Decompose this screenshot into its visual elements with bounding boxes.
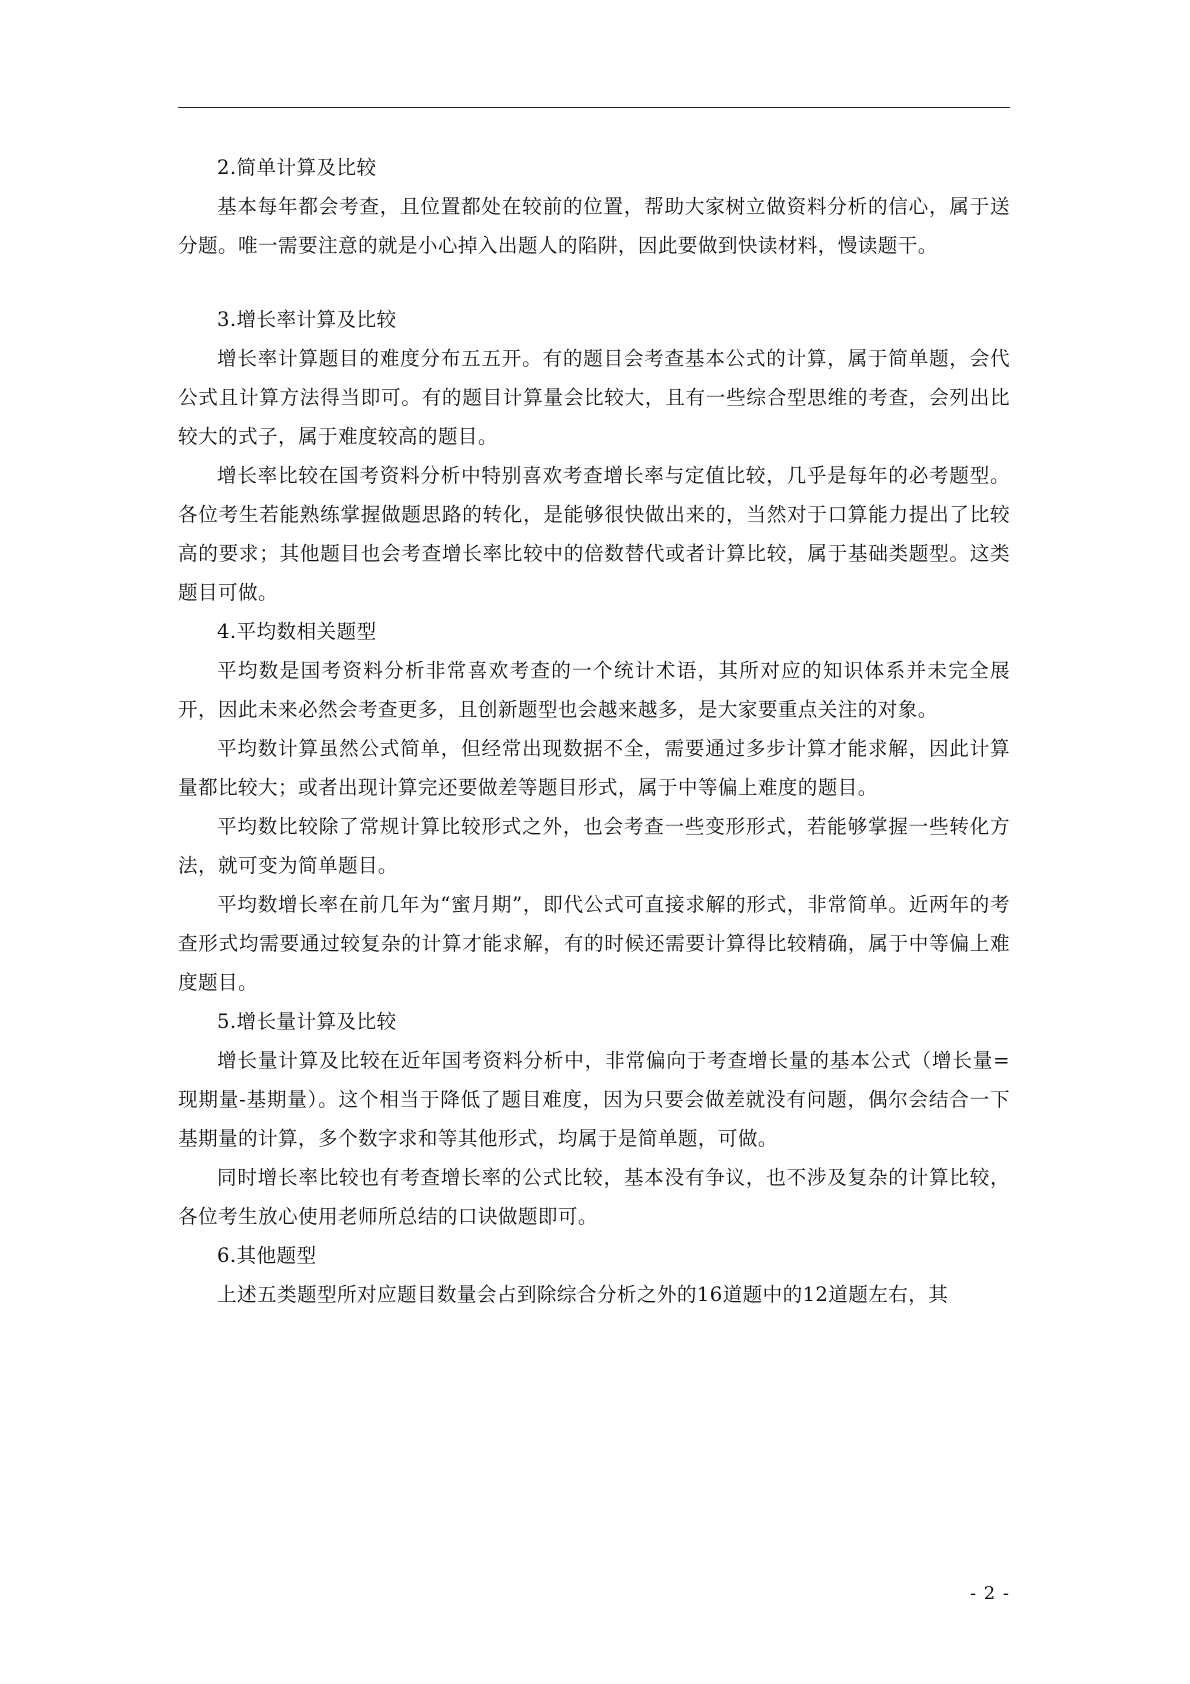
body-paragraph: 平均数比较除了常规计算比较形式之外，也会考查一些变形形式，若能够掌握一些转化方法，就可变为简单题目。 [178,815,1010,877]
body-paragraph: 同时增长率比较也有考查增长率的公式比较，基本没有争议，也不涉及复杂的计算比较，各位考生放心使用老师所总结的口诀做题即可。 [178,1166,1010,1228]
body-paragraph: 平均数增长率在前几年为“蜜月期”，即代公式可直接求解的形式，非常简单。近两年的考查形式均需要通过较复杂的计算才能求解，有的时候还需要计算得比较精确，属于中等偏上难度题目。 [178,893,1010,994]
body-paragraph: 增长率比较在国考资料分析中特别喜欢考查增长率与定值比较，几乎是每年的必考题型。各位考生若能熟练掌握做题思路的转化，是能够很快做出来的，当然对于口算能力提出了比较高的要求；其他题目也会考查增长率比较中的倍数替代或者计算比较，属于基础类题型。这类题目可做。 [178,464,1010,604]
body-paragraph: 上述五类题型所对应题目数量会占到除综合分析之外的16道题中的12道题左右，其 [217,1283,949,1306]
document-body [178,148,1010,1314]
section-heading: 4.平均数相关题型 [217,620,377,643]
body-paragraph: 平均数是国考资料分析非常喜欢考查的一个统计术语，其所对应的知识体系并未完全展开，因此未来必然会考查更多，且创新题型也会越来越多，是大家要重点关注的对象。 [178,659,1010,721]
body-paragraph: 增长量计算及比较在近年国考资料分析中，非常偏向于考查增长量的基本公式（增长量=现期量-基期量）。这个相当于降低了题目难度，因为只要会做差就没有问题，偶尔会结合一下基期量的计算，多个数字求和等其他形式，均属于是简单题，可做。 [178,1049,1010,1150]
section-heading: 3.增长率计算及比较 [217,308,397,331]
body-paragraph: 增长率计算题目的难度分布五五开。有的题目会考查基本公式的计算，属于简单题，会代公式且计算方法得当即可。有的题目计算量会比较大，且有一些综合型思维的考查，会列出比较大的式子，属于难度较高的题目。 [178,347,1010,448]
section-heading: 6.其他题型 [217,1244,317,1267]
page-number: - 2 - [969,1583,1010,1604]
header-rule [178,107,1010,108]
section-heading: 2.简单计算及比较 [217,156,377,179]
body-paragraph: 基本每年都会考查，且位置都处在较前的位置，帮助大家树立做资料分析的信心，属于送分题。唯一需要注意的就是小心掉入出题人的陷阱，因此要做到快读材料，慢读题干。 [178,195,1010,257]
section-heading: 5.增长量计算及比较 [217,1010,397,1033]
body-paragraph: 平均数计算虽然公式简单，但经常出现数据不全，需要通过多步计算才能求解，因此计算量都比较大；或者出现计算完还要做差等题目形式，属于中等偏上难度的题目。 [178,737,1010,799]
